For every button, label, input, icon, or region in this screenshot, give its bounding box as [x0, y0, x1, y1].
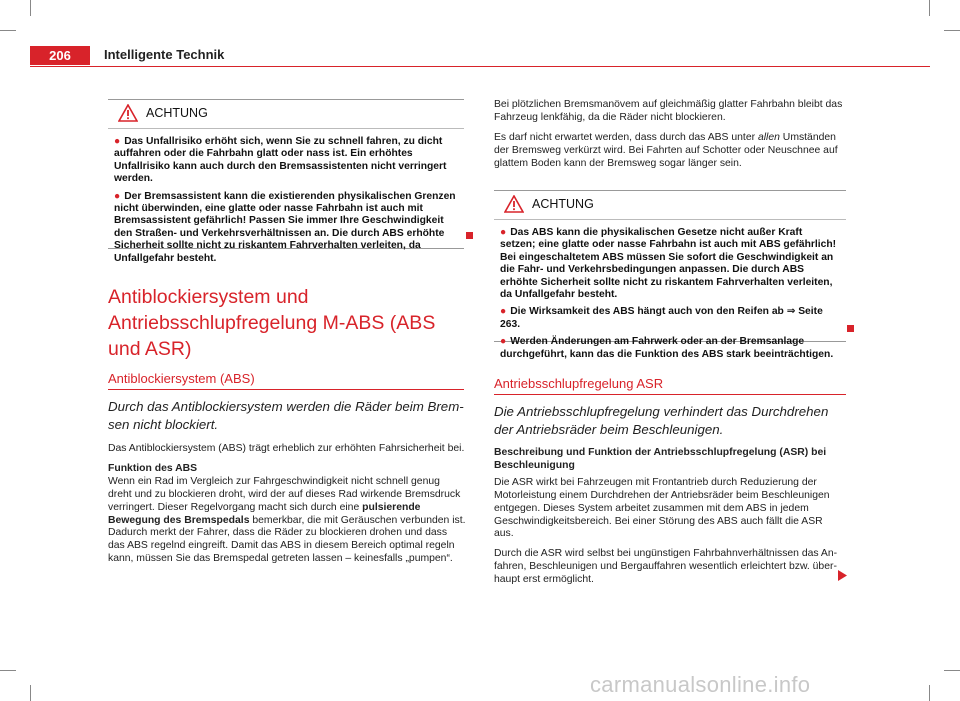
lead-text-asr: Die Antriebsschlupfregelung verhindert das Durchdrehen der Antriebsräder beim Beschleunigen. — [494, 404, 829, 437]
bullet-icon: ● — [500, 336, 507, 348]
subsection-title-abs: Antiblockiersystem (ABS) — [108, 371, 464, 390]
paragraph — [108, 463, 466, 476]
end-square-icon — [466, 232, 473, 239]
warning-item: ● Das Unfallrisiko erhöht sich, wenn Sie zu schnell fahren, zu dicht auffahren oder die Fahrbahn glatt oder nass ist. Ein erhöhtes Unfallrisiko kann auch durch den Bremsassistenten nicht verringert werden. — [114, 136, 447, 185]
paragraph: Durch die ASR wird selbst bei ungünstigen Fahrbahnverhältnissen das Anfahren, Beschleunigen und Bergauffahren wesentlich erleichtert bzw. überhaupt erst ermöglicht. — [494, 548, 838, 586]
crop-mark — [0, 670, 16, 671]
bullet-icon: ● — [114, 136, 121, 147]
paragraph: Bei plötzlichen Bremsmanövem auf gleichmäßig glatter Fahrbahn bleibt das Fahrzeug lenkfähig, da die Räder nicht blockieren. — [494, 99, 843, 123]
warning-item: ● Das ABS kann die physikalischen Gesetze nicht außer Kraft setzen; eine glatte oder nasse Fahrbahn ist auch mit ABS gefährlich! Bei eingeschaltetem ABS müssen Sie sofort die Geschwindigkeit an die Fahr- und Verkehrsbedingungen anpassen. Die durch ABS erhöhte Sicherheit sollte nicht zu riskantem Fahrverhalten verleiten, da Unfallgefahr besteht. — [500, 227, 837, 301]
warning-body — [494, 220, 846, 361]
page-number: 206 — [30, 46, 90, 65]
watermark: carmanualsonline.info — [590, 672, 811, 697]
crop-mark — [0, 30, 16, 31]
crop-mark — [929, 0, 930, 16]
bullet-icon: ● — [114, 190, 121, 202]
crop-mark — [944, 30, 960, 31]
body-text-left — [108, 443, 466, 573]
section-title: Antiblockiersystem und Antriebsschlupfregelung M-ABS (ABS und ASR) — [108, 286, 436, 360]
warning-header — [108, 100, 464, 129]
crop-mark — [929, 685, 930, 701]
body-text-right-top — [494, 99, 844, 178]
crop-mark — [944, 670, 960, 671]
crop-mark — [30, 0, 31, 16]
paragraph-heading: Beschreibung und Funktion der Antriebsschlupfregelung (ASR) bei Beschleunigung — [494, 447, 827, 471]
body-text-right-bottom — [494, 447, 844, 594]
bullet-icon: ● — [500, 227, 507, 238]
warning-triangle-icon — [118, 104, 138, 127]
lead-text-abs: Durch das Antiblockiersystem werden die Räder beim Bremsen nicht blockiert. — [108, 399, 464, 432]
warning-box-right — [494, 190, 846, 360]
page-reference-link[interactable]: ⇒ Seite 263 — [500, 306, 823, 330]
header-rule — [30, 66, 930, 67]
warning-triangle-icon — [504, 195, 524, 218]
paragraph: Die ASR wirkt bei Fahrzeugen mit Frontantrieb durch Reduzierung der Motorleistung einem Durchdrehen der Antriebsräder beim Beschleunigen entgegen. Dieses System arbeitet zusammen mit dem ABS in jedem Geschwindigkeitsbereich. Bei einer Störung des ABS auch fällt die ASR aus. — [494, 476, 830, 540]
crop-mark — [30, 685, 31, 701]
running-header-title: Intelligente Technik — [104, 47, 225, 62]
warning-header — [494, 191, 846, 220]
warning-box-left — [108, 99, 464, 264]
paragraph: Das Antiblockiersystem (ABS) trägt erheblich zur erhöhten Fahrsicherheit bei. — [108, 443, 465, 454]
paragraph-heading: Funktion des ABS — [108, 462, 198, 474]
paragraph: Es darf nicht erwartet werden, dass durch das ABS unter allen Umständen der Bremsweg verkürzt wird. Bei Fahrten auf Schotter oder Neuschnee auf glattem Boden kann der Bremsweg sogar länger sein. — [494, 131, 838, 169]
warning-title: ACHTUNG — [146, 106, 208, 120]
warning-item: ● Werden Änderungen am Fahrwerk oder an der Bremsanlage durchgeführt, kann das die Funktion des ABS stark beeinträchtigen. — [500, 336, 834, 360]
warning-title: ACHTUNG — [532, 197, 594, 211]
paragraph: Wenn ein Rad im Vergleich zur Fahrgeschwindigkeit nicht schnell genug dreht und zu blockieren droht, wird der auf dieses Rad wirkende Bremsdruck verringert. Dieser Regelvorgang macht sich durch eine pulsierende Bewegung des Bremspedals bemerkbar, die mit Geräuschen verbunden ist. Dadurch merkt der Fahrer, dass die Räder zu blockieren drohen und dass das ABS regelnd eingreift. Damit das ABS in diesem Bereich optimal regeln kann, müssen Sie das Bremspedal getreten lassen – keinesfalls „pumpen“. — [108, 475, 466, 565]
bullet-icon: ● — [500, 306, 507, 318]
continue-arrow-icon — [838, 568, 847, 586]
warning-item: ● Der Bremsassistent kann die existierenden physikalischen Grenzen nicht überwinden, eine glatte oder nasse Fahrbahn ist auch mit Bremsassistent gefährlich! Passen Sie immer Ihre Geschwindigkeit den Straßen- und Verkehrsverhältnissen an. Die durch ABS erhöhte Sicherheit sollte nicht zu riskantem Fahrverhalten verleiten, da Unfallgefahr besteht. — [114, 190, 456, 264]
subsection-title-asr: Antriebsschlupfregelung ASR — [494, 376, 846, 395]
end-square-icon — [847, 325, 854, 332]
warning-item: ● Die Wirksamkeit des ABS hängt auch von den Reifen ab ⇒ Seite 263. — [500, 306, 823, 330]
warning-body — [108, 129, 464, 265]
